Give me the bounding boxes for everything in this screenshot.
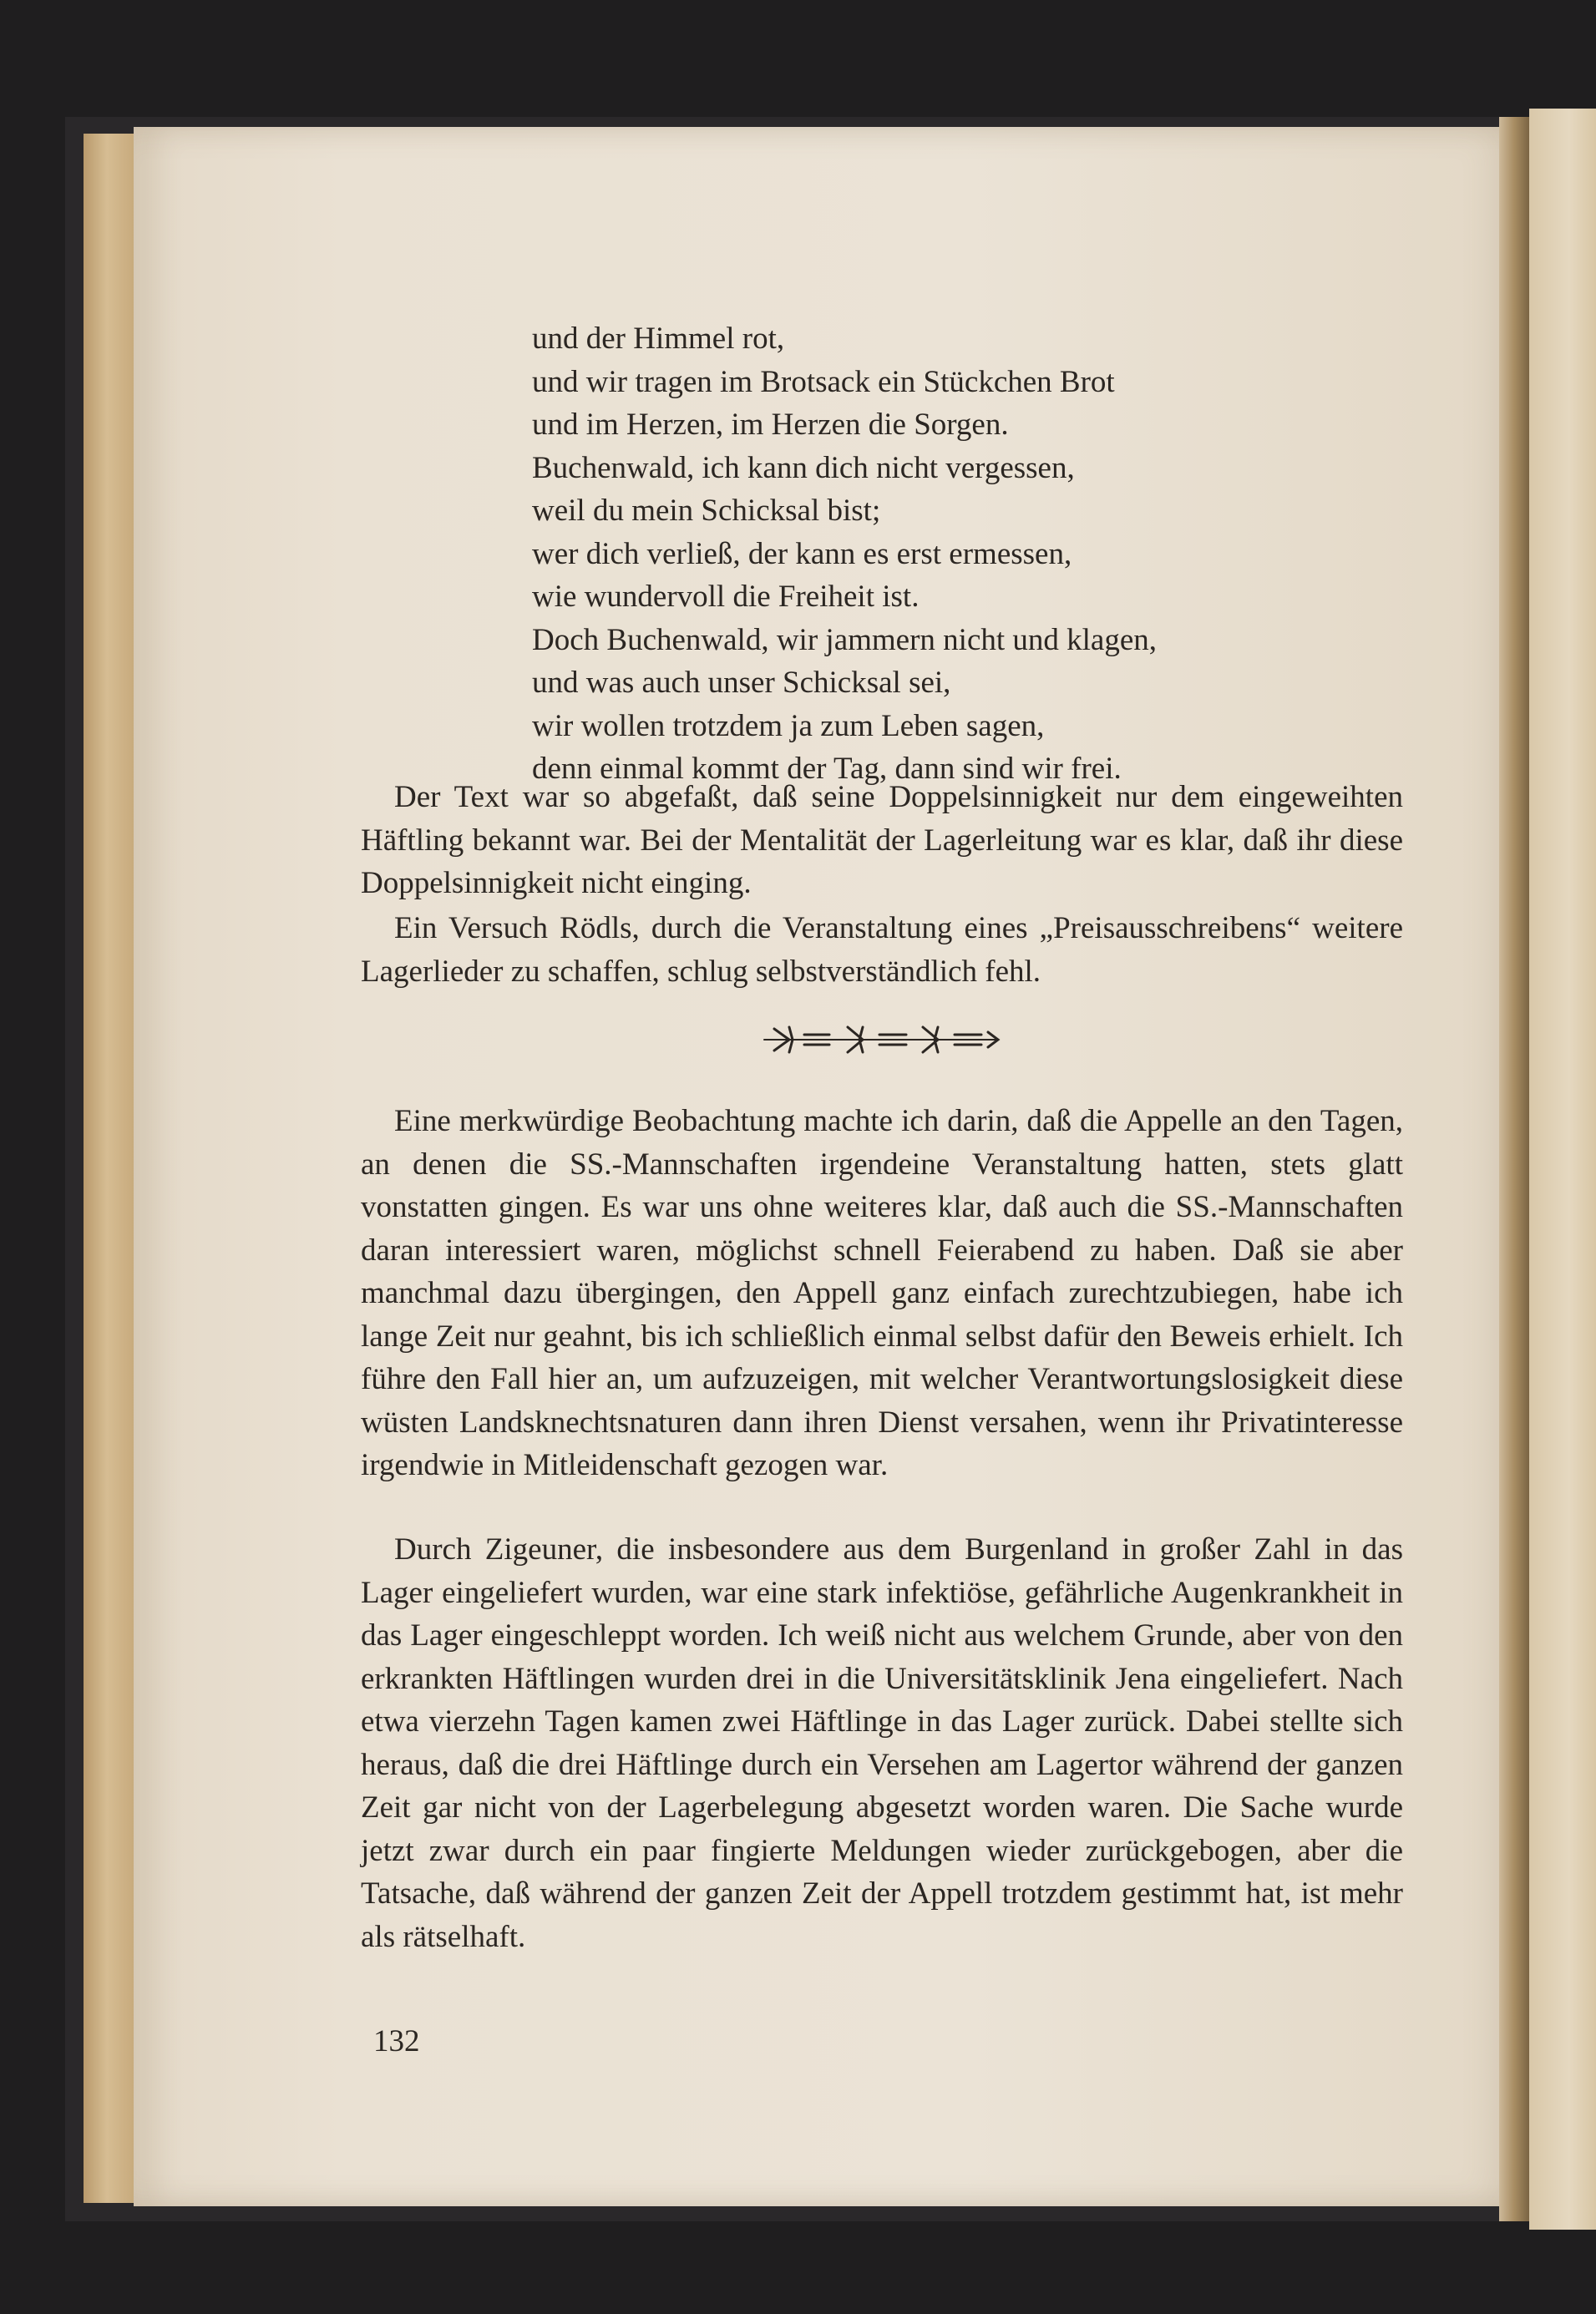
poem-line: wir wollen trotzdem ja zum Leben sagen, xyxy=(532,708,1045,743)
poem-line: und was auch unser Schicksal sei, xyxy=(532,666,951,700)
poem-line: und wir tragen im Brotsack ein Stückchen Brot xyxy=(532,364,1115,399)
poem-line: wie wundervoll die Freiheit ist. xyxy=(532,580,920,614)
poem-line: und der Himmel rot, xyxy=(532,322,785,356)
facing-page-edge xyxy=(1529,109,1596,2230)
poem-line: weil du mein Schicksal bist; xyxy=(532,494,881,528)
paragraph: Der Text war so abgefaßt, daß seine Doppelsinnigkeit nur dem eingeweihten Häftling bekannt war. Bei der Mentalität der Lagerleitung war es klar, daß ihr diese Doppelsinnigkeit nicht einging. xyxy=(361,780,1403,900)
poem-line: Doch Buchenwald, wir jammern nicht und klagen, xyxy=(532,622,1158,657)
paragraph: Durch Zigeuner, die insbesondere aus dem Burgenland in großer Zahl in das Lager eingeliefert wurden, war eine stark infektiöse, gefährliche Augenkrankheit in das Lager eingeschleppt worden. Ich weiß nicht aus welchem Grunde, aber von den erkrankten Häftlingen wurden drei in die Universitätsklinik Jena eingeliefert. Nach etwa vierzehn Tagen kamen zwei Häftlinge in das Lager zurück. Dabei stellte sich heraus, daß die drei Häftlinge durch ein Versehen am Lagertor während der ganzen Zeit gar nicht von der Lagerbelegung abgesetzt worden waren. Die Sache wurde jetzt zwar durch ein paar fingierte Meldungen wieder zurückgebogen, aber die Tatsache, daß während der ganzen Zeit der Appell trotzdem gestimmt hat, ist mehr als rätselhaft. xyxy=(361,1532,1403,1954)
poem-line: wer dich verließ, der kann es erst ermessen, xyxy=(532,536,1072,571)
paragraph: Eine merkwürdige Beobachtung machte ich darin, daß die Appelle an den Tagen, an denen die SS.-Mannschaften irgendeine Veranstaltung hatten, stets glatt vonstatten gingen. Es war uns ohne weiteres klar, daß auch die SS.-Mannschaften daran interessiert waren, möglichst schnell Feierabend zu haben. Daß sie aber manchmal dazu übergingen, den Appell ganz einfach zurechtzubiegen, habe ich lange Zeit nur geahnt, bis ich schließlich einmal selbst dafür den Beweis erhielt. Ich führe den Fall hier an, um aufzuzeigen, mit welcher Verantwortungslosigkeit diese wüsten Landsknechtsnaturen dann ihren Dienst versahen, wenn ihr Privatinteresse irgendwie in Mitleidenschaft gezogen war. xyxy=(361,1104,1403,1482)
paragraph-eye-disease xyxy=(361,1528,1403,1958)
paragraph-text-explanation xyxy=(361,776,1403,905)
poem xyxy=(532,317,1284,791)
poem-line: Buchenwald, ich kann dich nicht vergessen, xyxy=(532,450,1075,485)
paragraph-roll-call xyxy=(361,1100,1403,1487)
paragraph: Ein Versuch Rödls, durch die Veranstaltung eines „Preisausschreibens“ weitere Lagerlieder zu schaffen, schlug selbstverständlich fehl. xyxy=(361,911,1403,989)
book-gutter xyxy=(1499,117,1529,2221)
section-divider-ornament-icon xyxy=(756,1020,1006,1059)
paragraph-contest xyxy=(361,907,1403,993)
poem-line: und im Herzen, im Herzen die Sorgen. xyxy=(532,408,1009,442)
poem-line: denn einmal kommt der Tag, dann sind wir frei. xyxy=(532,752,1122,786)
page-number: 132 xyxy=(373,2024,420,2058)
